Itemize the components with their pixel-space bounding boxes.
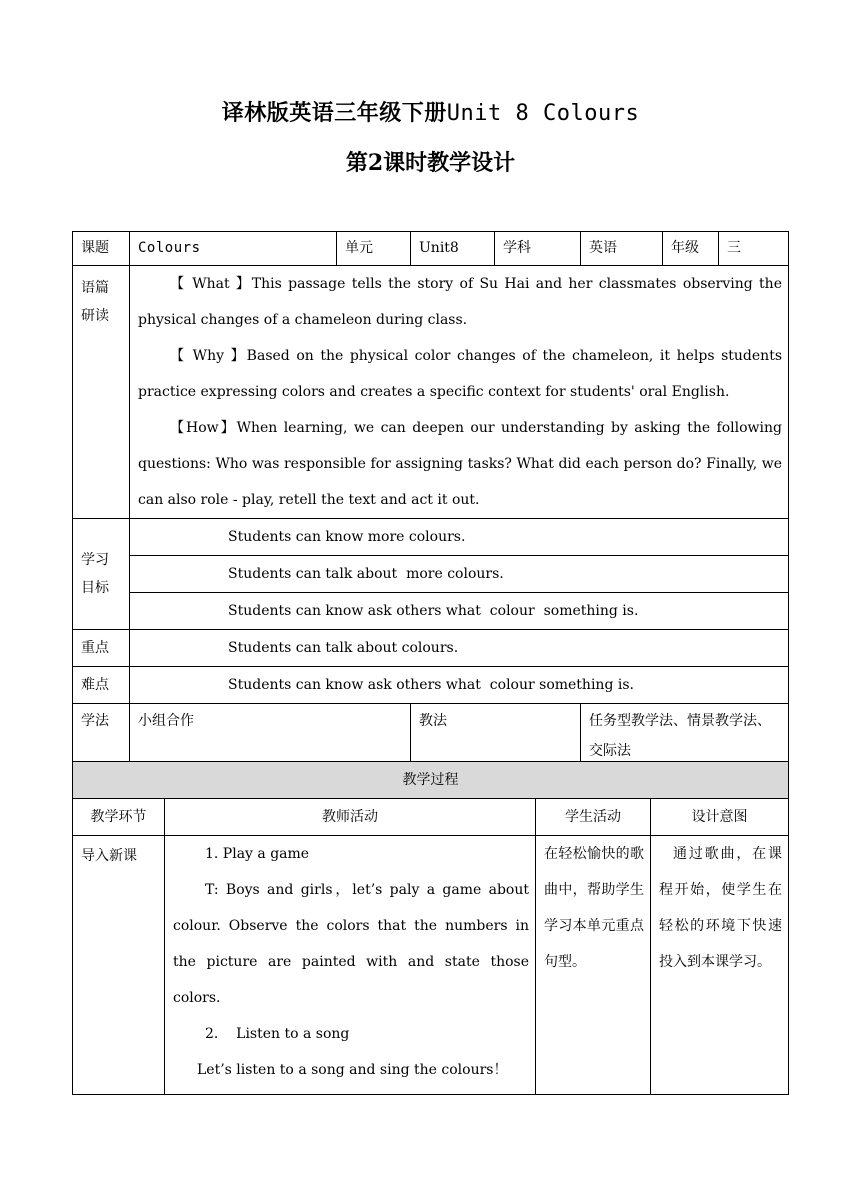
table-row [73,836,789,1095]
title-unit: Unit 8 Colours [446,101,640,126]
teaching-method-label: 教法 [411,704,581,767]
objective-item: Students can know more colours. [130,519,789,556]
learning-method-value: 小组合作 [130,704,411,767]
teacher-step-2: 2. Listen to a song [205,1026,350,1042]
objective-item: Students can know ask others what colour something is. [130,593,789,630]
teacher-step-1: 1. Play a game [205,846,310,862]
teacher-step-2-detail: Let’s listen to a song and sing the colours！ [197,1062,508,1078]
document-subtitle: 第2课时教学设计 [345,150,516,176]
learning-method-label: 学法 [73,704,130,767]
difficulty-label: 难点 [73,667,130,704]
grade-value: 三 [719,232,789,266]
reading-label: 语篇 研读 [73,266,130,519]
key-point-value: Students can talk about colours. [130,630,789,667]
lesson-info-table [72,231,789,767]
difficulty-value: Students can know ask others what colour something is. [130,667,789,704]
col-teacher-header: 教师活动 [165,799,536,836]
reading-what: 【 What 】This passage tells the story of Su Hai and her classmates observing the physical changes of a chameleon during class. [138,276,782,328]
col-design-header: 设计意图 [651,799,789,836]
key-point-label: 重点 [73,630,130,667]
grade-label: 年级 [663,232,719,266]
reading-how: 【How】When learning, we can deepen our understanding by asking the following questions: Who was responsible for assigning tasks? What did each person do? Finally, we can also role - play, retell the text and act it out. [138,420,782,508]
subject-label: 学科 [495,232,581,266]
process-heading: 教学过程 [73,762,789,799]
unit-value: Unit8 [411,232,495,266]
col-student-header: 学生活动 [536,799,651,836]
title-chinese: 译林版英语三年级下册 [221,100,447,126]
design-intent-cell: 通过歌曲，在课程开始，使学生在轻松的环境下快速投入到本课学习。 [651,836,789,1095]
stage-cell: 导入新课 [73,836,165,1095]
topic-label: 课题 [73,232,130,266]
topic-value: Colours [130,232,337,266]
reading-why: 【 Why 】Based on the physical color changes of the chameleon, it helps students practice expressing colors and creates a specific context for students' oral English. [138,348,782,400]
objectives-label: 学习 目标 [73,519,130,630]
student-activity-cell: 在轻松愉快的歌曲中，帮助学生学习本单元重点句型。 [536,836,651,1095]
teaching-method-value: 任务型教学法、情景教学法、交际法 [581,704,789,767]
col-stage-header: 教学环节 [73,799,165,836]
reading-analysis [130,266,789,519]
unit-label: 单元 [337,232,411,266]
objective-item: Students can talk about more colours. [130,556,789,593]
document-title [0,96,861,127]
subject-value: 英语 [581,232,663,266]
teacher-activity-cell [165,836,536,1095]
teacher-step-1-detail: T: Boys and girls，let’s paly a game about colour. Observe the colors that the numbers in the picture are painted with and state those colors. [173,882,529,1006]
teaching-process-table [72,761,789,1095]
